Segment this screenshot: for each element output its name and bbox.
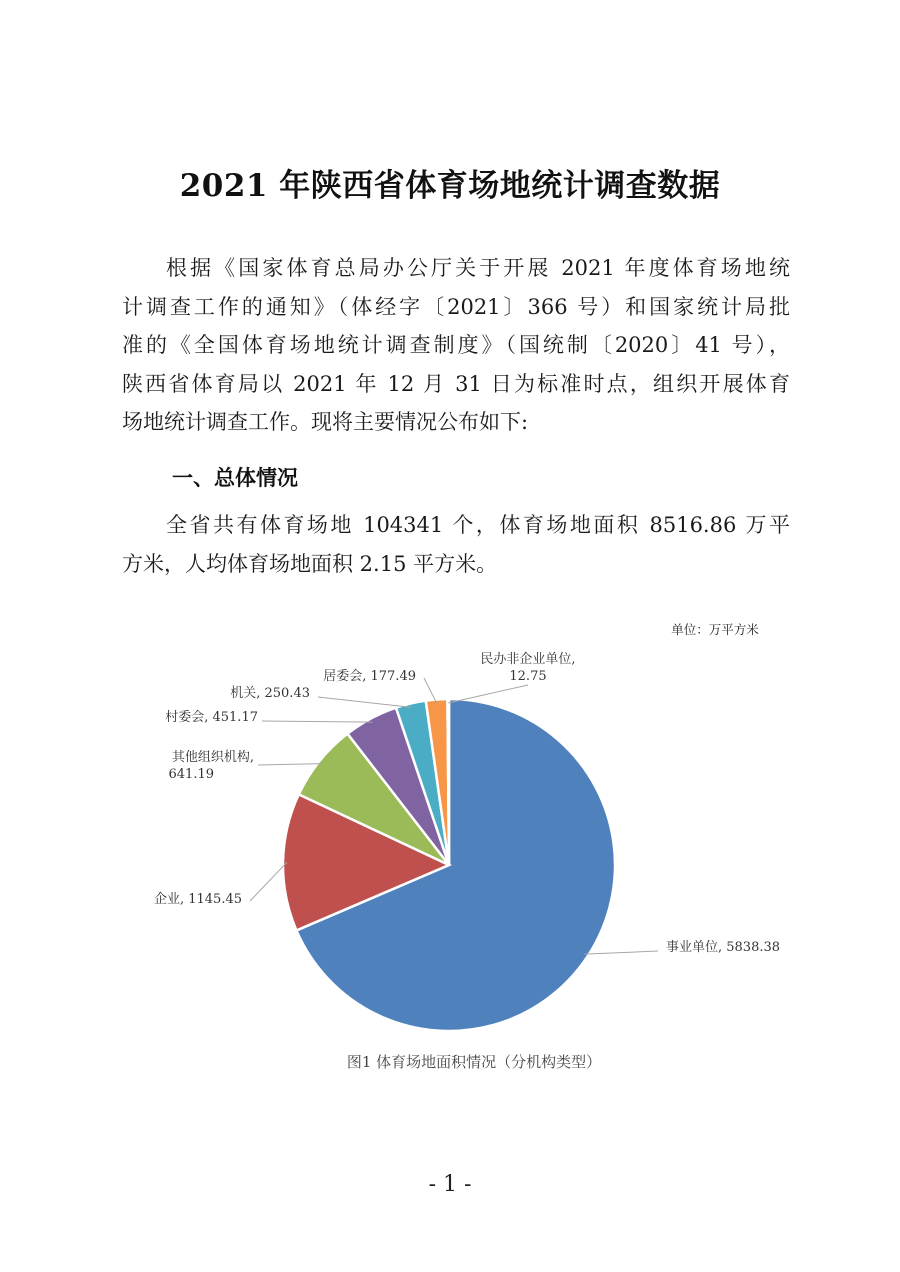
leader-line: [584, 951, 658, 954]
intro-line: 陕西省体育局以 2021 年 12 月 31 日为标准时点，组织开展体育: [122, 371, 790, 396]
page-number: - 1 -: [428, 1172, 472, 1197]
intro-paragraph: [122, 249, 790, 442]
unit-label: 单位：万平方米: [671, 622, 759, 637]
data-label: 居委会, 177.49: [323, 669, 416, 684]
data-label: 事业单位, 5838.38: [666, 940, 781, 955]
section-heading: 一、总体情况: [172, 466, 298, 490]
leader-line: [318, 697, 412, 707]
intro-line: 计调查工作的通知》（体经字〔2021〕366 号）和国家统计局批: [122, 294, 790, 319]
intro-line: 场地统计调查工作。现将主要情况公布如下:: [122, 410, 529, 434]
data-label: 机关, 250.43: [230, 686, 310, 701]
summary-line: 方米，人均体育场地面积 2.15 平方米。: [122, 551, 498, 576]
intro-line: 准的《全国体育场地统计调查制度》（国统制〔2020〕41 号），: [122, 333, 790, 357]
data-label: 村委会, 451.17: [165, 710, 258, 725]
summary-line: 全省共有体育场地 104341 个，体育场地面积 8516.86 万平: [166, 513, 790, 537]
leader-line: [262, 721, 373, 722]
pie-slice-7: [447, 699, 449, 865]
summary-paragraph: [122, 506, 790, 583]
data-label: 其他组织机构, 641.19: [168, 750, 254, 782]
leader-line: [258, 764, 323, 765]
chart-caption: 图1 体育场地面积情况（分机构类型）: [346, 1053, 602, 1071]
leader-line: [250, 862, 287, 901]
slices-layer: [283, 699, 615, 1031]
intro-line: 根据《国家体育总局办公厅关于开展 2021 年度体育场地统: [166, 256, 790, 280]
data-label: 企业, 1145.45: [153, 892, 242, 907]
data-label: 民办非企业单位, 12.75: [480, 652, 576, 684]
pie-chart-figure: [108, 605, 808, 1085]
pie-chart: [108, 605, 808, 1085]
leader-line: [448, 685, 528, 703]
document-title: 2021 年陕西省体育场地统计调查数据: [179, 168, 721, 204]
